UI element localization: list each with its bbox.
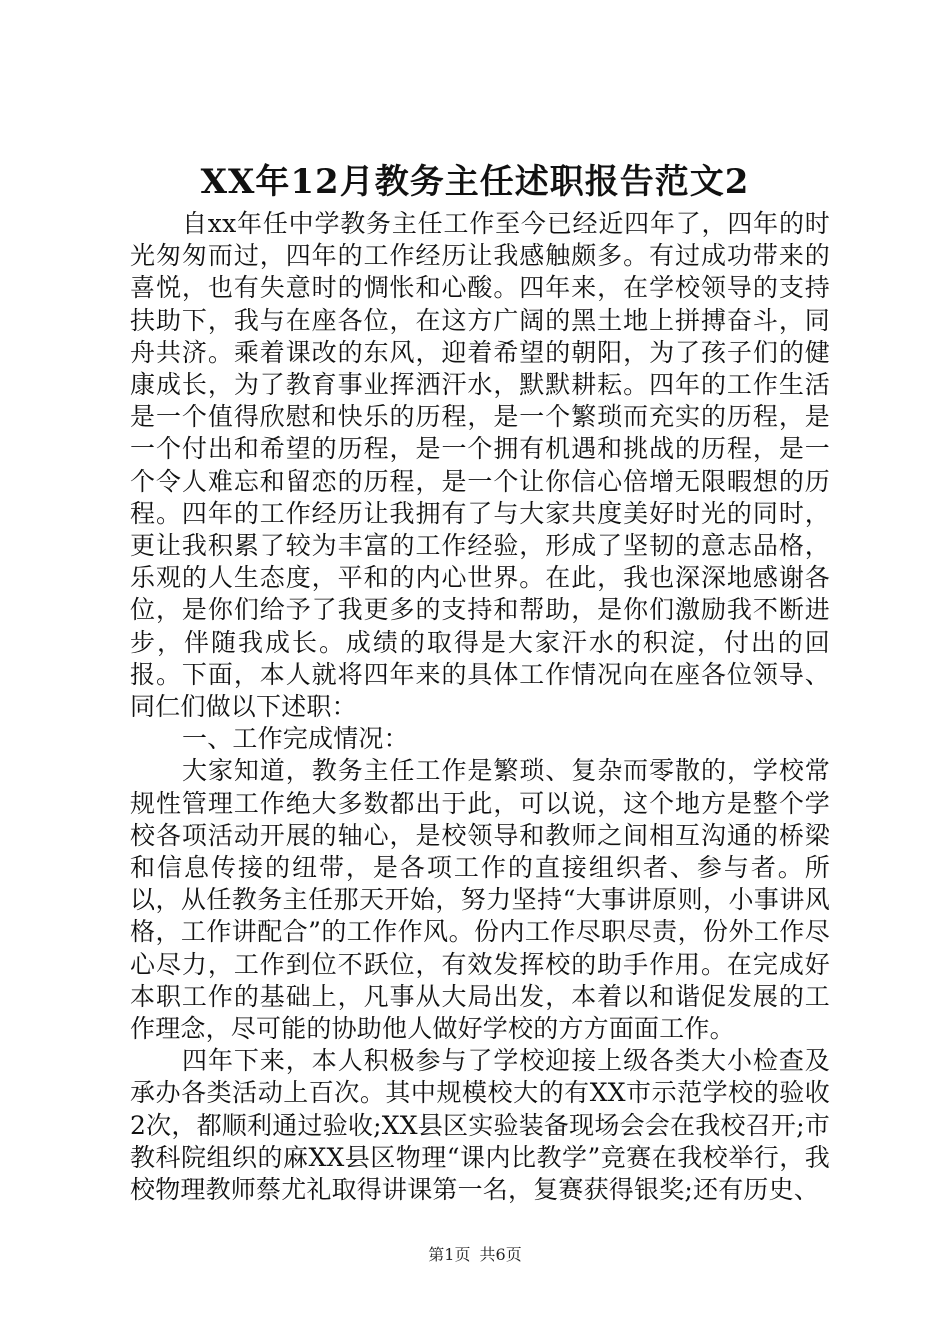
page-number-total: 共6页 <box>479 1245 522 1264</box>
section-heading-work-completion: 一、工作完成情况： <box>182 724 409 754</box>
page-footer <box>0 1244 950 1266</box>
paragraph-duties: 大家知道，教务主任工作是繁琐、复杂而零散的，学校常规性管理工作绝大多数都出于此，可以说，这个地方是整个学校各项活动开展的轴心，是校领导和教师之间相互沟通的桥梁和信息传接的纽带，是各项工作的直接组织者、参与者。所以，从任教务主任那天开始，努力坚持“大事讲原则，小事讲风格，工作讲配合”的工作作风。份内工作尽职尽责，份外工作尽心尽力，工作到位不跃位，有效发挥校的助手作用。在完成好本职工作的基础上，凡事从大局出发，本着以和谐促发展的工作理念，尽可能的协助他人做好学校的方方面面工作。 <box>130 756 830 1044</box>
page-number-current: 第1页 <box>428 1245 471 1264</box>
paragraph-activities: 四年下来，本人积极参与了学校迎接上级各类大小检查及承办各类活动上百次。其中规模校大的有XX市示范学校的验收2次，都顺利通过验收;XX县区实验装备现场会会在我校召开;市教科院组织的麻XX县区物理“课内比教学”竞赛在我校举行，我校物理教师蔡尤礼取得讲课第一名，复赛获得银奖;还有历史、 <box>130 1046 830 1205</box>
document-title: XX年12月教务主任述职报告范文2 <box>200 162 750 202</box>
paragraph-intro: 自xx年任中学教务主任工作至今已经近四年了，四年的时光匆匆而过，四年的工作经历让我感触颇多。有过成功带来的喜悦，也有失意时的惆怅和心酸。四年来，在学校领导的支持扶助下，我与在座各位，在这方广阔的黑土地上拼搏奋斗，同舟共济。乘着课改的东风，迎着希望的朝阳，为了孩子们的健康成长，为了教育事业挥洒汗水，默默耕耘。四年的工作生活是一个值得欣慰和快乐的历程，是一个繁琐而充实的历程，是一个付出和希望的历程，是一个拥有机遇和挑战的历程，是一个令人难忘和留恋的历程，是一个让你信心倍增无限暇想的历程。四年的工作经历让我拥有了与大家共度美好时光的同时，更让我积累了较为丰富的工作经验，形成了坚韧的意志品格，乐观的人生态度，平和的内心世界。在此，我也深深地感谢各位，是你们给予了我更多的支持和帮助，是你们激励我不断进步，伴随我成长。成绩的取得是大家汗水的积淀，付出的回报。下面，本人就将四年来的具体工作情况向在座各位领导、同仁们做以下述职： <box>130 209 830 722</box>
document-body <box>130 208 830 1206</box>
